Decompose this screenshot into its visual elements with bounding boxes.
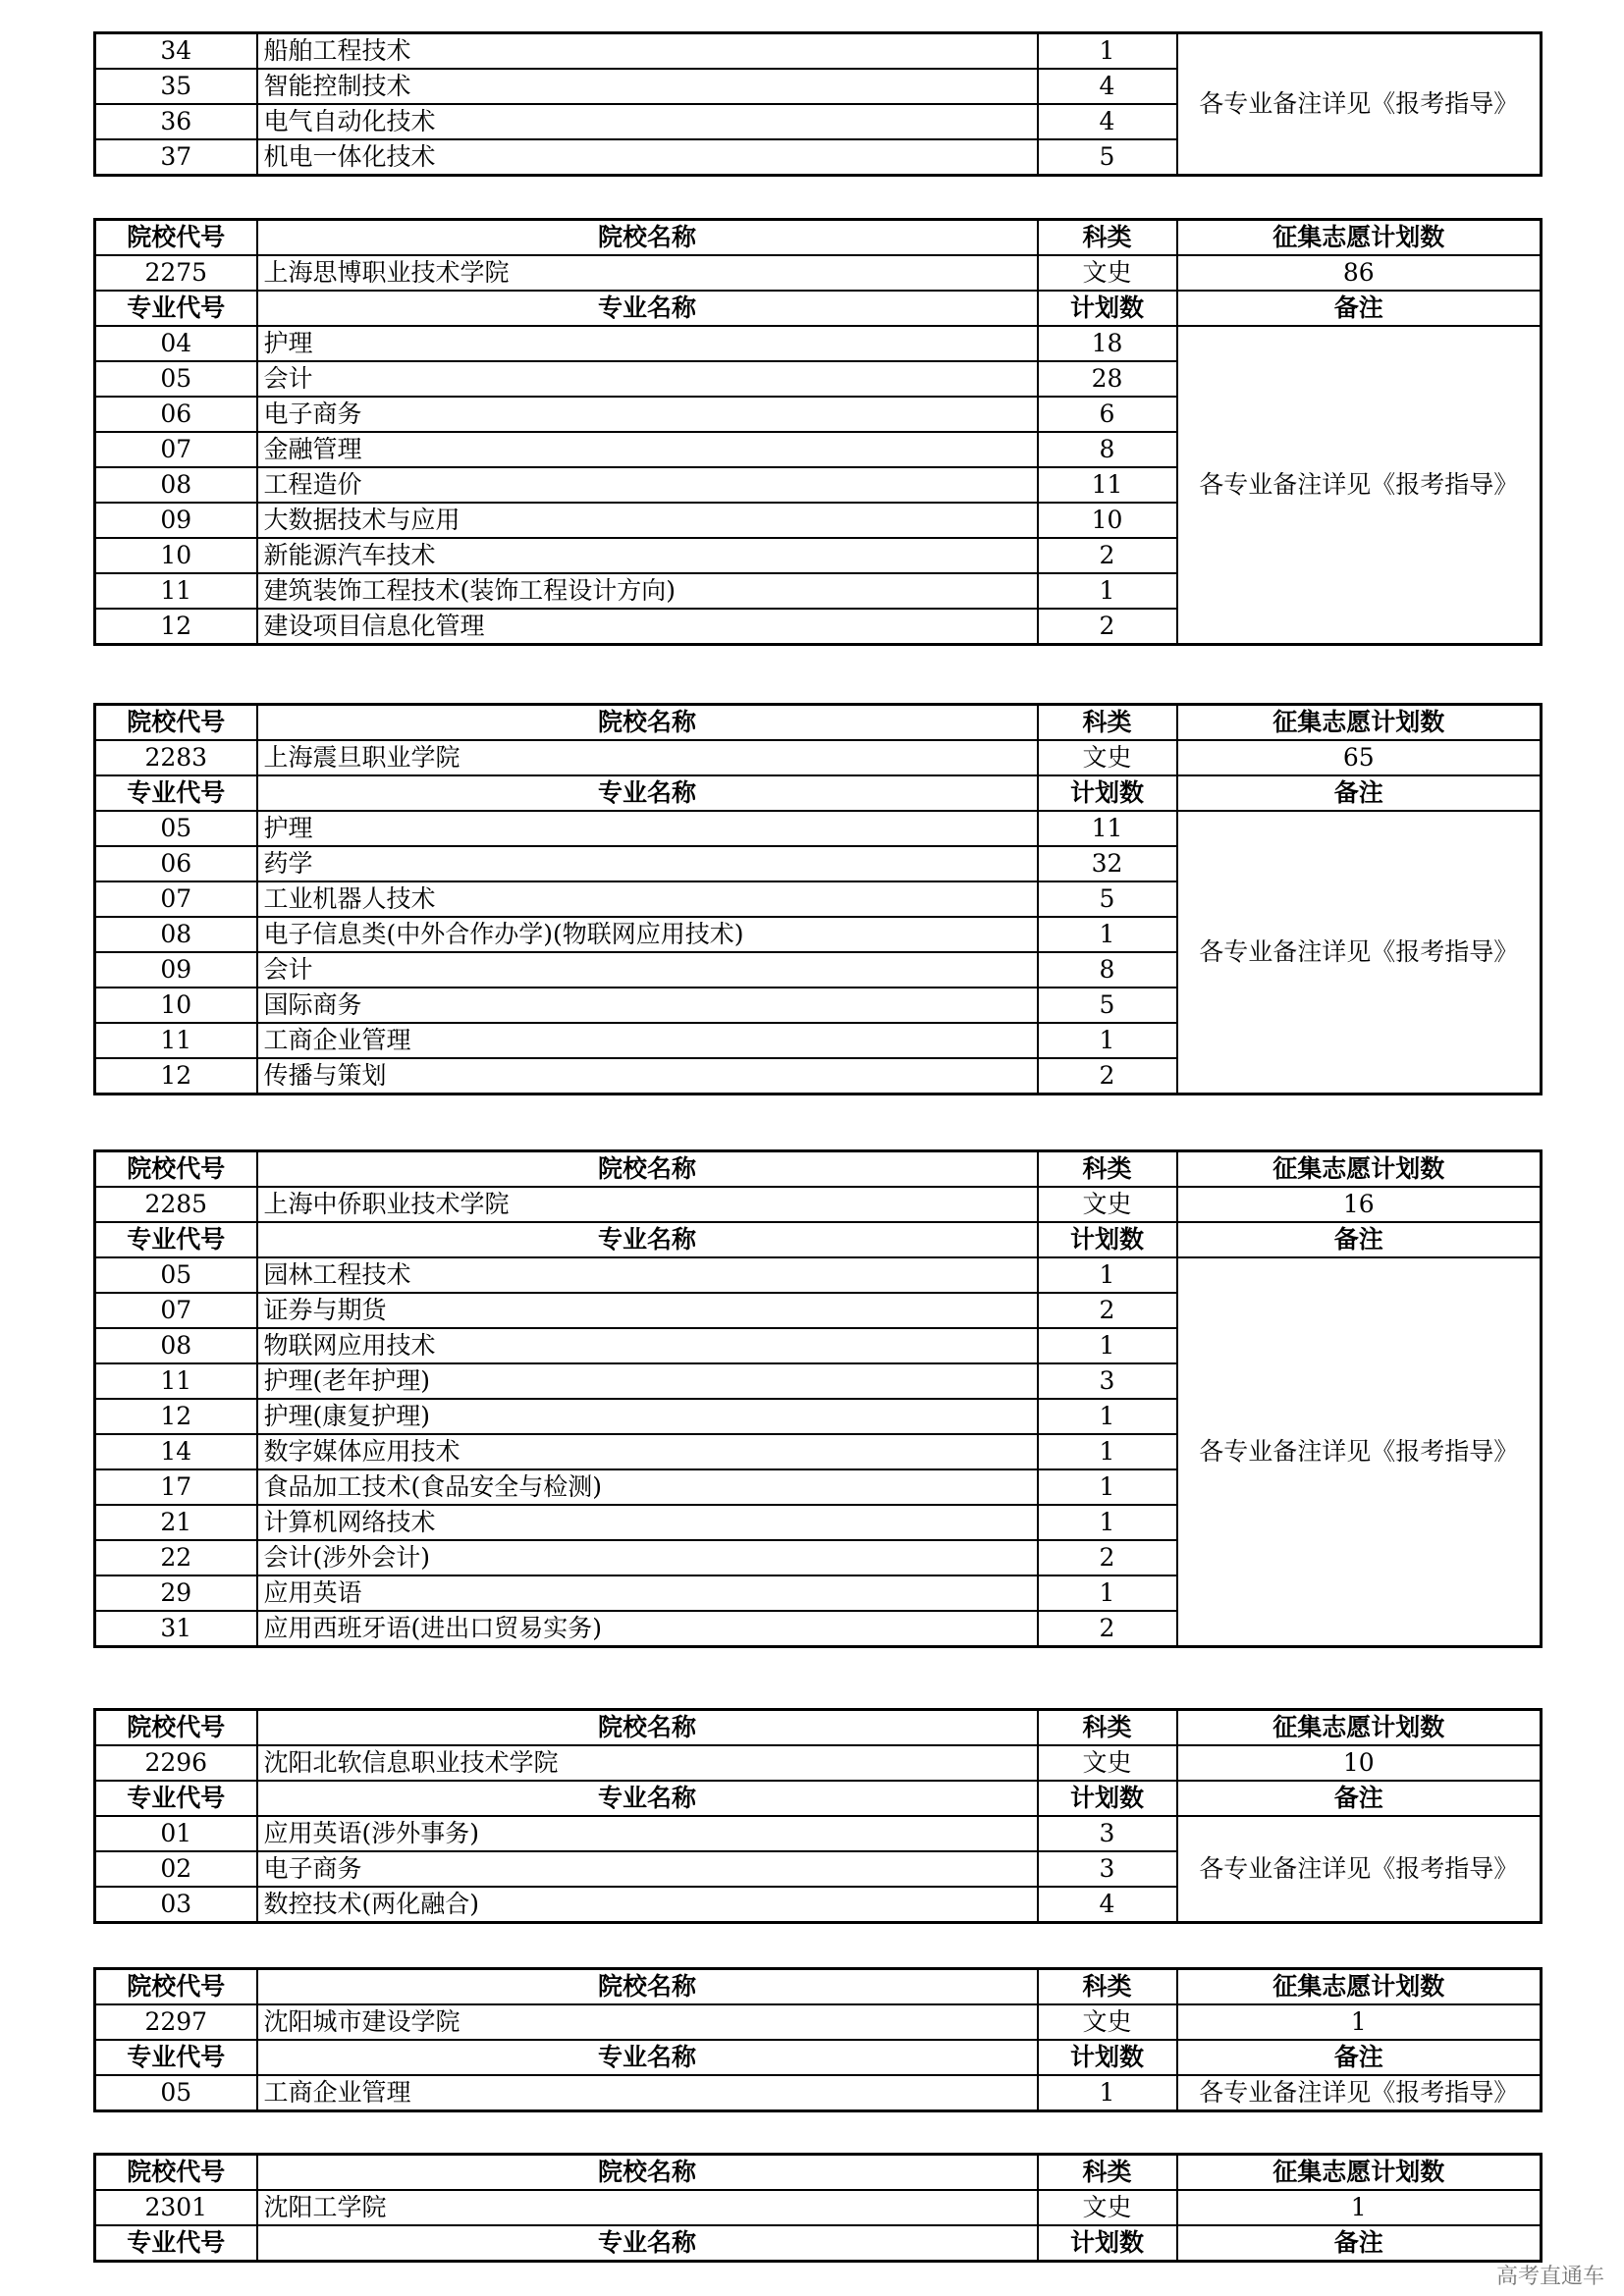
header-category: 科类 xyxy=(1038,1710,1177,1746)
major-code-cell: 05 xyxy=(95,1257,257,1293)
continuation-table xyxy=(93,31,1540,177)
plan-count-cell: 4 xyxy=(1038,1887,1177,1923)
major-code-cell: 07 xyxy=(95,881,257,917)
header-major-name: 专业名称 xyxy=(257,1781,1038,1816)
major-name-cell: 应用西班牙语(进出口贸易实务) xyxy=(257,1611,1038,1647)
school-name-cell: 上海中侨职业技术学院 xyxy=(257,1187,1038,1222)
header-remark: 备注 xyxy=(1177,1222,1542,1257)
header-major-name: 专业名称 xyxy=(257,2225,1038,2262)
remark-cell: 各专业备注详见《报考指导》 xyxy=(1177,811,1542,1095)
header-school-code: 院校代号 xyxy=(95,1969,257,2005)
plan-count-cell: 1 xyxy=(1038,1505,1177,1540)
plan-count-cell: 1 xyxy=(1038,1399,1177,1434)
plan-count-cell: 11 xyxy=(1038,467,1177,503)
plan-count-cell: 3 xyxy=(1038,1851,1177,1887)
plan-count-cell: 1 xyxy=(1038,1023,1177,1058)
major-code-cell: 02 xyxy=(95,1851,257,1887)
plan-count-cell: 18 xyxy=(1038,326,1177,361)
school-name-cell: 沈阳北软信息职业技术学院 xyxy=(257,1745,1038,1781)
major-name-cell: 护理 xyxy=(257,326,1038,361)
major-code-cell: 05 xyxy=(95,361,257,397)
major-code-cell: 11 xyxy=(95,1023,257,1058)
header-school-name: 院校名称 xyxy=(257,1710,1038,1746)
school-code-cell: 2301 xyxy=(95,2190,257,2225)
school-info-row xyxy=(95,740,1542,775)
major-code-cell: 12 xyxy=(95,609,257,645)
header-plan-count: 计划数 xyxy=(1038,1781,1177,1816)
major-name-cell: 船舶工程技术 xyxy=(257,33,1038,70)
plan-count-cell: 2 xyxy=(1038,1293,1177,1328)
category-cell: 文史 xyxy=(1038,2190,1177,2225)
plan-count-cell: 10 xyxy=(1038,503,1177,538)
major-name-cell: 会计 xyxy=(257,361,1038,397)
watermark: 高考直通车 xyxy=(1495,2265,1604,2289)
school-table xyxy=(93,1708,1540,1924)
header-school-name: 院校名称 xyxy=(257,220,1038,256)
header-plan-total: 征集志愿计划数 xyxy=(1177,705,1542,741)
school-info-row xyxy=(95,255,1542,291)
major-name-cell: 新能源汽车技术 xyxy=(257,538,1038,573)
remark-cell: 各专业备注详见《报考指导》 xyxy=(1177,1257,1542,1647)
header-school-code: 院校代号 xyxy=(95,1151,257,1188)
school-header-row xyxy=(95,705,1542,741)
major-name-cell: 机电一体化技术 xyxy=(257,139,1038,176)
major-name-cell: 传播与策划 xyxy=(257,1058,1038,1095)
major-name-cell: 数字媒体应用技术 xyxy=(257,1434,1038,1469)
major-code-cell: 31 xyxy=(95,1611,257,1647)
school-name-cell: 沈阳城市建设学院 xyxy=(257,2004,1038,2040)
school-info-row xyxy=(95,1187,1542,1222)
major-name-cell: 园林工程技术 xyxy=(257,1257,1038,1293)
header-category: 科类 xyxy=(1038,1969,1177,2005)
plan-count-cell: 4 xyxy=(1038,104,1177,139)
major-header-row xyxy=(95,775,1542,811)
plan-count-cell: 3 xyxy=(1038,1816,1177,1851)
plan-count-cell: 1 xyxy=(1038,2075,1177,2111)
plan-count-cell: 1 xyxy=(1038,1328,1177,1363)
major-header-row xyxy=(95,291,1542,326)
school-code-cell: 2285 xyxy=(95,1187,257,1222)
header-category: 科类 xyxy=(1038,2155,1177,2191)
major-code-cell: 03 xyxy=(95,1887,257,1923)
major-name-cell: 工程造价 xyxy=(257,467,1038,503)
plan-count-cell: 1 xyxy=(1038,1434,1177,1469)
plan-total-cell: 10 xyxy=(1177,1745,1542,1781)
header-remark: 备注 xyxy=(1177,2225,1542,2262)
category-cell: 文史 xyxy=(1038,1745,1177,1781)
school-name-cell: 上海思博职业技术学院 xyxy=(257,255,1038,291)
major-header-row xyxy=(95,2225,1542,2262)
major-header-row xyxy=(95,1781,1542,1816)
major-name-cell: 智能控制技术 xyxy=(257,69,1038,104)
major-code-cell: 09 xyxy=(95,503,257,538)
major-name-cell: 电子商务 xyxy=(257,397,1038,432)
major-row xyxy=(95,326,1542,361)
school-header-row xyxy=(95,2155,1542,2191)
header-plan-total: 征集志愿计划数 xyxy=(1177,1710,1542,1746)
header-school-code: 院校代号 xyxy=(95,1710,257,1746)
school-info-row xyxy=(95,1745,1542,1781)
header-major-code: 专业代号 xyxy=(95,1222,257,1257)
header-major-code: 专业代号 xyxy=(95,2040,257,2075)
plan-count-cell: 1 xyxy=(1038,1575,1177,1611)
header-school-name: 院校名称 xyxy=(257,1969,1038,2005)
school-header-row xyxy=(95,1969,1542,2005)
major-code-cell: 29 xyxy=(95,1575,257,1611)
major-code-cell: 11 xyxy=(95,1363,257,1399)
major-code-cell: 36 xyxy=(95,104,257,139)
major-row xyxy=(95,1816,1542,1851)
header-plan-count: 计划数 xyxy=(1038,1222,1177,1257)
major-code-cell: 05 xyxy=(95,2075,257,2111)
school-header-row xyxy=(95,1710,1542,1746)
major-code-cell: 10 xyxy=(95,988,257,1023)
plan-count-cell: 4 xyxy=(1038,69,1177,104)
major-code-cell: 37 xyxy=(95,139,257,176)
header-school-code: 院校代号 xyxy=(95,2155,257,2191)
plan-count-cell: 11 xyxy=(1038,811,1177,846)
major-code-cell: 07 xyxy=(95,432,257,467)
major-name-cell: 会计(涉外会计) xyxy=(257,1540,1038,1575)
major-code-cell: 08 xyxy=(95,467,257,503)
header-school-code: 院校代号 xyxy=(95,705,257,741)
major-name-cell: 国际商务 xyxy=(257,988,1038,1023)
header-remark: 备注 xyxy=(1177,1781,1542,1816)
header-major-name: 专业名称 xyxy=(257,291,1038,326)
major-code-cell: 01 xyxy=(95,1816,257,1851)
school-header-row xyxy=(95,220,1542,256)
header-category: 科类 xyxy=(1038,705,1177,741)
major-row xyxy=(95,1257,1542,1293)
school-name-cell: 上海震旦职业学院 xyxy=(257,740,1038,775)
major-name-cell: 计算机网络技术 xyxy=(257,1505,1038,1540)
header-plan-count: 计划数 xyxy=(1038,775,1177,811)
school-table xyxy=(93,703,1540,1095)
plan-total-cell: 1 xyxy=(1177,2004,1542,2040)
plan-count-cell: 5 xyxy=(1038,988,1177,1023)
major-name-cell: 工商企业管理 xyxy=(257,2075,1038,2111)
header-school-name: 院校名称 xyxy=(257,705,1038,741)
plan-count-cell: 1 xyxy=(1038,917,1177,952)
category-cell: 文史 xyxy=(1038,2004,1177,2040)
major-name-cell: 金融管理 xyxy=(257,432,1038,467)
plan-count-cell: 2 xyxy=(1038,1540,1177,1575)
major-code-cell: 06 xyxy=(95,397,257,432)
major-name-cell: 数控技术(两化融合) xyxy=(257,1887,1038,1923)
header-remark: 备注 xyxy=(1177,291,1542,326)
major-name-cell: 建设项目信息化管理 xyxy=(257,609,1038,645)
school-code-cell: 2297 xyxy=(95,2004,257,2040)
plan-total-cell: 16 xyxy=(1177,1187,1542,1222)
header-plan-total: 征集志愿计划数 xyxy=(1177,2155,1542,2191)
major-code-cell: 35 xyxy=(95,69,257,104)
major-row xyxy=(95,811,1542,846)
header-school-name: 院校名称 xyxy=(257,1151,1038,1188)
header-major-name: 专业名称 xyxy=(257,2040,1038,2075)
school-info-row xyxy=(95,2190,1542,2225)
major-name-cell: 工业机器人技术 xyxy=(257,881,1038,917)
school-table xyxy=(93,218,1540,646)
major-code-cell: 05 xyxy=(95,811,257,846)
major-code-cell: 12 xyxy=(95,1058,257,1095)
header-plan-total: 征集志愿计划数 xyxy=(1177,1969,1542,2005)
school-name-cell: 沈阳工学院 xyxy=(257,2190,1038,2225)
plan-total-cell: 65 xyxy=(1177,740,1542,775)
header-major-name: 专业名称 xyxy=(257,1222,1038,1257)
school-info-row xyxy=(95,2004,1542,2040)
plan-total-cell: 1 xyxy=(1177,2190,1542,2225)
school-code-cell: 2275 xyxy=(95,255,257,291)
major-name-cell: 工商企业管理 xyxy=(257,1023,1038,1058)
major-code-cell: 12 xyxy=(95,1399,257,1434)
major-code-cell: 21 xyxy=(95,1505,257,1540)
header-major-code: 专业代号 xyxy=(95,291,257,326)
header-major-code: 专业代号 xyxy=(95,775,257,811)
header-plan-total: 征集志愿计划数 xyxy=(1177,220,1542,256)
remark-cell: 各专业备注详见《报考指导》 xyxy=(1177,326,1542,645)
header-remark: 备注 xyxy=(1177,2040,1542,2075)
major-code-cell: 14 xyxy=(95,1434,257,1469)
major-code-cell: 09 xyxy=(95,952,257,988)
major-code-cell: 07 xyxy=(95,1293,257,1328)
header-plan-count: 计划数 xyxy=(1038,2225,1177,2262)
plan-count-cell: 6 xyxy=(1038,397,1177,432)
school-code-cell: 2296 xyxy=(95,1745,257,1781)
remark-cell: 各专业备注详见《报考指导》 xyxy=(1177,2075,1542,2111)
plan-count-cell: 1 xyxy=(1038,1469,1177,1505)
header-plan-count: 计划数 xyxy=(1038,2040,1177,2075)
major-name-cell: 会计 xyxy=(257,952,1038,988)
plan-count-cell: 2 xyxy=(1038,538,1177,573)
major-name-cell: 食品加工技术(食品安全与检测) xyxy=(257,1469,1038,1505)
remark-cell: 各专业备注详见《报考指导》 xyxy=(1177,1816,1542,1923)
header-major-code: 专业代号 xyxy=(95,2225,257,2262)
major-name-cell: 护理 xyxy=(257,811,1038,846)
plan-count-cell: 5 xyxy=(1038,139,1177,176)
school-table xyxy=(93,1967,1540,2112)
plan-total-cell: 86 xyxy=(1177,255,1542,291)
plan-count-cell: 5 xyxy=(1038,881,1177,917)
school-code-cell: 2283 xyxy=(95,740,257,775)
major-name-cell: 大数据技术与应用 xyxy=(257,503,1038,538)
major-header-row xyxy=(95,2040,1542,2075)
major-name-cell: 证券与期货 xyxy=(257,1293,1038,1328)
header-major-code: 专业代号 xyxy=(95,1781,257,1816)
major-code-cell: 04 xyxy=(95,326,257,361)
major-row xyxy=(95,33,1542,70)
major-name-cell: 护理(康复护理) xyxy=(257,1399,1038,1434)
major-name-cell: 药学 xyxy=(257,846,1038,881)
header-category: 科类 xyxy=(1038,1151,1177,1188)
major-code-cell: 08 xyxy=(95,1328,257,1363)
school-header-row xyxy=(95,1151,1542,1188)
major-code-cell: 06 xyxy=(95,846,257,881)
header-plan-count: 计划数 xyxy=(1038,291,1177,326)
major-code-cell: 22 xyxy=(95,1540,257,1575)
plan-count-cell: 8 xyxy=(1038,432,1177,467)
school-table xyxy=(93,2153,1540,2263)
major-code-cell: 10 xyxy=(95,538,257,573)
major-name-cell: 护理(老年护理) xyxy=(257,1363,1038,1399)
remark-cell: 各专业备注详见《报考指导》 xyxy=(1177,33,1542,176)
major-row xyxy=(95,2075,1542,2111)
category-cell: 文史 xyxy=(1038,255,1177,291)
plan-count-cell: 32 xyxy=(1038,846,1177,881)
major-name-cell: 应用英语 xyxy=(257,1575,1038,1611)
major-code-cell: 08 xyxy=(95,917,257,952)
plan-count-cell: 1 xyxy=(1038,573,1177,609)
header-plan-total: 征集志愿计划数 xyxy=(1177,1151,1542,1188)
category-cell: 文史 xyxy=(1038,740,1177,775)
header-school-name: 院校名称 xyxy=(257,2155,1038,2191)
major-name-cell: 电子信息类(中外合作办学)(物联网应用技术) xyxy=(257,917,1038,952)
major-code-cell: 11 xyxy=(95,573,257,609)
plan-count-cell: 2 xyxy=(1038,1058,1177,1095)
major-header-row xyxy=(95,1222,1542,1257)
major-name-cell: 电气自动化技术 xyxy=(257,104,1038,139)
school-table xyxy=(93,1149,1540,1648)
plan-count-cell: 2 xyxy=(1038,609,1177,645)
major-name-cell: 建筑装饰工程技术(装饰工程设计方向) xyxy=(257,573,1038,609)
plan-count-cell: 3 xyxy=(1038,1363,1177,1399)
major-code-cell: 17 xyxy=(95,1469,257,1505)
header-category: 科类 xyxy=(1038,220,1177,256)
major-name-cell: 物联网应用技术 xyxy=(257,1328,1038,1363)
major-name-cell: 应用英语(涉外事务) xyxy=(257,1816,1038,1851)
major-name-cell: 电子商务 xyxy=(257,1851,1038,1887)
header-remark: 备注 xyxy=(1177,775,1542,811)
header-school-code: 院校代号 xyxy=(95,220,257,256)
category-cell: 文史 xyxy=(1038,1187,1177,1222)
plan-count-cell: 1 xyxy=(1038,33,1177,70)
plan-count-cell: 1 xyxy=(1038,1257,1177,1293)
plan-count-cell: 28 xyxy=(1038,361,1177,397)
plan-count-cell: 2 xyxy=(1038,1611,1177,1647)
header-major-name: 专业名称 xyxy=(257,775,1038,811)
plan-count-cell: 8 xyxy=(1038,952,1177,988)
major-code-cell: 34 xyxy=(95,33,257,70)
